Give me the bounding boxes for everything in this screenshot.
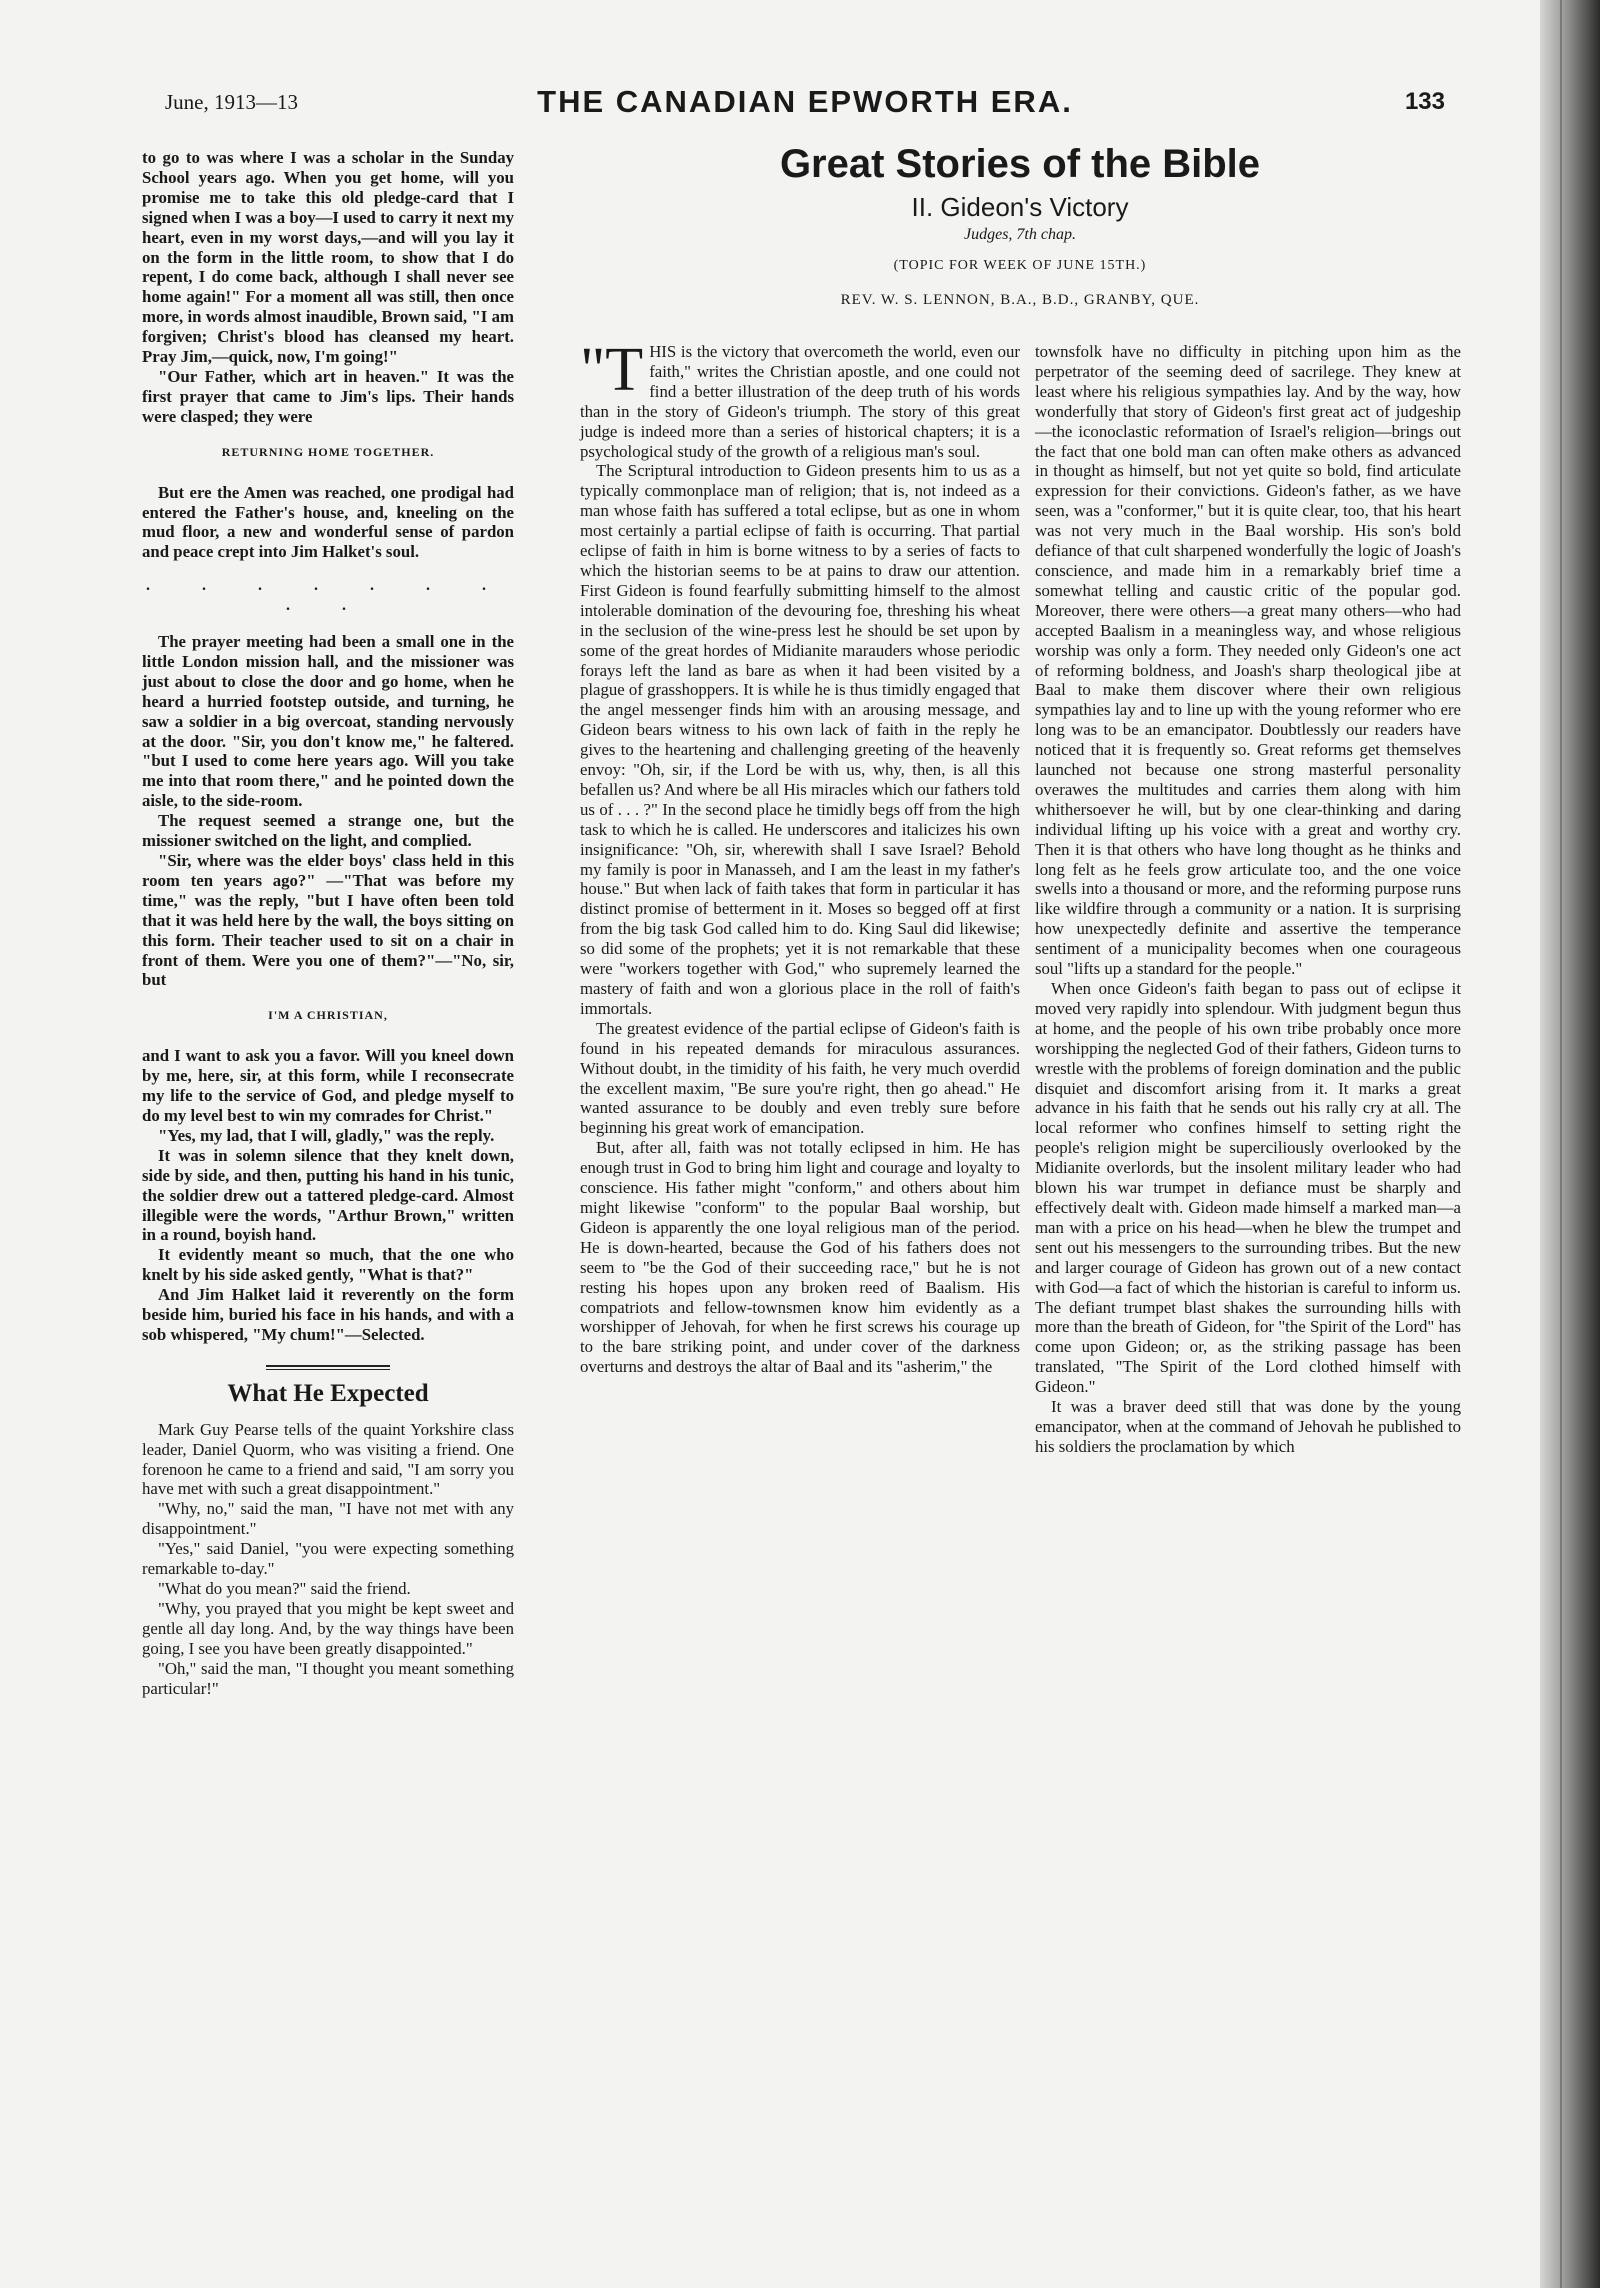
paragraph: townsfolk have no difficulty in pitching upon him as the perpetrator of the seeming deed of sacrilege. They knew at least where his religious sympathies lay. And by the way, how wonderfully that story of Gideon's first great act of judgeship—the iconoclastic reformation of Israel's religion—brings out the fact that one bold man can often make others as advanced in thought as himself, but not yet quite so bold, find articulate expression for their convictions. Gideon's father, as we have seen, was a "conformer," but it is quite clear, too, that his heart was not very much in the Baal worship. His son's bold defiance of that cult sharpened wonderfully the logic of Joash's conscience, and made him in a remarkably brief time a somewhat telling and caustic critic of the popular god. Moreover, there were others—a great many others—who had accepted Baalism in a meaningless way, and whose religious worship was only a form. They needed only Gideon's one act of reforming boldness, and Joash's sharp theological jibe at Baal to make them discover where their own religious sympathies lay and to line up with the young reformer who ere long was to be an emancipator. Doubtlessly our readers have noticed that it is frequently so. Great reforms get themselves launched not because one strong masterful personality overawes the multitudes and carries them along with him whithersoever he will, but by one clear-thinking and daring individual lifting up his voice with a great and worthy cry. Then it is that others who have long thought as he thinks and long felt as he feels grow articulate too, and the one voice swells into a thousand or more, and the reforming purpose runs like wildfire through a community or a nation. It is surprising how unexpectedly definite and assertive the temperance sentiment of a municipality becomes when one courageous soul "lifts up a standard for the people."	[1035, 342, 1461, 979]
paragraph: But ere the Amen was reached, one prodigal had entered the Father's house, and, kneeling on the mud floor, a new and wonderful sense of pardon and peace crept into Jim Halket's soul.	[142, 482, 514, 562]
drop-cap: "T	[580, 336, 644, 404]
paragraph: The request seemed a strange one, but the missioner switched on the light, and complied.	[142, 811, 514, 851]
paragraph: The prayer meeting had been a small one in the little London mission hall, and the missioner was just about to close the door and go home, when he heard a hurried footstep outside, and turning, he saw a soldier in a big overcoat, standing nervously at the door. "Sir, you don't know me," he faltered. "but I used to come here years ago. Will you take me into that room there," and he pointed down the aisle, to the side-room.	[142, 632, 514, 811]
middle-column	[580, 336, 1020, 1377]
paragraph-text: HIS is the victory that overcometh the world, even our faith," writes the Christian apostle, and one could not find a better illustration of the deep truth of his words than in the story of Gideon's triumph. The story of this great judge is indeed more than a series of historical chapters; it is a psychological study of the growth of a religious man's soul.	[580, 342, 1020, 461]
subhead: RETURNING HOME TOGETHER.	[221, 444, 435, 459]
paragraph: "What do you mean?" said the friend.	[158, 1579, 411, 1598]
subhead: I'M A CHRISTIAN,	[268, 1008, 388, 1023]
page-number: 133	[1404, 88, 1445, 115]
book-binding-edge	[1540, 0, 1600, 2288]
paragraph: "Yes, my lad, that I will, gladly," was the reply.	[158, 1125, 495, 1145]
left-column	[142, 148, 514, 1698]
topic-line: (TOPIC FOR WEEK OF JUNE 15TH.)	[893, 258, 1147, 273]
paragraph: "Our Father, which art in heaven." It was the first prayer that came to Jim's lips. Their hands were clasped; they were	[142, 366, 514, 426]
paragraph: It was in solemn silence that they knelt down, side by side, and then, putting his hand in his tunic, the soldier drew out a tattered pledge-card. Almost illegible were the words, "Arthur Brown," written in a round, boyish hand.	[142, 1145, 514, 1245]
paragraph: "Why, you prayed that you might be kept sweet and gentle all day long. And, by the way things have been going, I see you have been greatly disappointed."	[142, 1598, 514, 1658]
paragraph: "Why, no," said the man, "I have not met with any disappointment."	[142, 1499, 514, 1539]
paragraph: "Yes," said Daniel, "you were expecting something remarkable to-day."	[142, 1539, 514, 1579]
section-title: What He Expected	[227, 1379, 429, 1407]
paragraph: The greatest evidence of the partial eclipse of Gideon's faith is found in his repeated demands for miraculous assurances. Without doubt, in the timidity of his faith, he very much overdid the excellent maxim, "Be sure you're right, then go ahead." He wanted assurance to be doubly and even trebly sure before beginning his great work of emancipation.	[580, 1018, 1020, 1138]
paragraph: "Oh," said the man, "I thought you meant something particular!"	[142, 1658, 514, 1698]
right-column	[1035, 342, 1461, 1457]
section-break-dots: . . . . . . . . .	[146, 577, 510, 615]
article-header	[580, 140, 1460, 309]
paragraph: It evidently meant so much, that the one who knelt by his side asked gently, "What is that?"	[142, 1245, 514, 1285]
scripture-reference: Judges, 7th chap.	[964, 226, 1076, 243]
author-byline: REV. W. S. LENNON, B.A., B.D., GRANBY, QUE.	[840, 292, 1200, 308]
paragraph	[580, 336, 1020, 461]
section-rule	[266, 1365, 390, 1370]
article-title: Great Stories of the Bible	[779, 142, 1261, 186]
paragraph: But, after all, faith was not totally eclipsed in him. He has enough trust in God to bring him light and courage and loyalty to conscience. His father might "conform," and others about him might likewise "conform" to the popular Baal worship, but Gideon is apparently the one loyal religious man of the period. He is down-hearted, because the God of his fathers does not seem to "be the God of their succeeding race," but he is not resting his hopes upon any broken reed of Baalism. His compatriots and fellow-townsmen know him evidently as a worshipper of Jehovah, for when he first screws his courage up to the bare striking point, and under cover of the darkness overturns and destroys the altar of Baal and its "asherim," the	[580, 1138, 1020, 1377]
paragraph: "Sir, where was the elder boys' class held in this room ten years ago?" —"That was before my time," was the reply, "but I have often been told that it was held here by the wall, the boys sitting on this form. Their teacher used to sit on a chair in front of them. Were you one of them?"—"No, sir, but	[142, 851, 514, 990]
paragraph: And Jim Halket laid it reverently on the form beside him, buried his face in his hands, and with a sob whispered, "My chum!"—Selected.	[142, 1285, 514, 1344]
paragraph: The Scriptural introduction to Gideon presents him to us as a typically commonplace man of religion; that is, not indeed as a man whose faith has suffered a total eclipse, but as one in whom most certainly a partial eclipse of faith is occurring. That partial eclipse of faith in him is borne witness to by a series of facts to which the historian seems to be at pains to draw our attention. First Gideon is found fearfully submitting himself to the almost intolerable domination of the devouring foe, threshing his wheat in the seclusion of the wine-press lest he should be set upon by some of the great hordes of Midianite marauders whose periodic forays left the land as bare as when it had been visited by a plague of grasshoppers. It is while he is thus timidly engaged that the angel messenger finds him with an arousing message, and Gideon bears witness to his own lack of faith in the reply he gives to the heartening and challenging greeting of the heavenly envoy: "Oh, sir, if the Lord be with us, why, then, is all this befallen us? And where be all His miracles which our fathers told us of . . . ?" In the second place he timidly begs off from the high task to which he is called. He underscores and italicizes his own insignificance: "Oh, sir, wherewith shall I save Israel? Behold my family is poor in Manasseh, and I am the least in my father's house." But when lack of faith takes that form in particular it has distinct promise of betterment in it. Moses so begged off at first from the big task God called him to do. King Saul did likewise; so did some of the prophets; yet it is not remarkable that these were "workers together with God," who supremely learned the mastery of faith and won a glorious place in the roll of faith's immortals.	[580, 461, 1020, 1018]
paragraph: Mark Guy Pearse tells of the quaint Yorkshire class leader, Daniel Quorm, who was visiting a friend. One forenoon he came to a friend and said, "I am sorry you have met with such a great disappointment."	[142, 1419, 514, 1499]
paragraph: It was a braver deed still that was done by the young emancipator, when at the command of Jehovah he published to his soldiers the proclamation by which	[1035, 1397, 1461, 1456]
paragraph: and I want to ask you a favor. Will you kneel down by me, here, sir, at this form, while I reconsecrate my life to the service of God, and pledge myself to do my level best to win my comrades for Christ."	[142, 1046, 514, 1125]
issue-date: June, 1913—13	[165, 90, 298, 114]
what-he-expected-text	[142, 1420, 514, 1699]
article-subtitle: II. Gideon's Victory	[911, 192, 1129, 222]
paragraph: When once Gideon's faith began to pass out of eclipse it moved very rapidly into splendour. With judgment begun thus at home, and the people of his own tribe probably once more worshipping the neglected God of their fathers, Gideon turns to wrestle with the problems of foreign domination and the public disquiet and discomfort arising from it. It marks a great advance in his faith that he sends out his rally cry at all. The local reformer who confines himself to setting right the people's religion might be superciliously overlooked by the Midianite overlords, but the insolent military leader who had blown his war trumpet in defiance must be sharply and effectively dealt with. Gideon made himself a marked man—a man with a price on his head—when he blew the trumpet and sent out his messengers to the surrounding tribes. But the new and larger courage of Gideon has grown out of a new contact with God—a fact of which the historian is careful to inform us. The defiant trumpet blast shakes the surrounding hills with more than the breath of Gideon, for "the Spirit of the Lord" has come upon Gideon; or, as the striking passage has been translated, "The Spirit of the Lord clothed himself with Gideon."	[1035, 979, 1461, 1397]
journal-title: THE CANADIAN EPWORTH ERA.	[537, 84, 1073, 119]
paragraph: to go to was where I was a scholar in the Sunday School years ago. When you get home, will you promise me to take this old pledge-card that I signed when I was a boy—I used to carry it next my heart, even in my worst days,—and will you lay it on the form in the little room, to show that I do repent, I do come back, although I shall never see home again!" For a moment all was still, then once more, in words almost inaudible, Brown said, "I am forgiven; Christ's blood has cleansed my heart. Pray Jim,—quick, now, I'm going!"	[142, 148, 514, 367]
running-head	[165, 84, 1445, 124]
